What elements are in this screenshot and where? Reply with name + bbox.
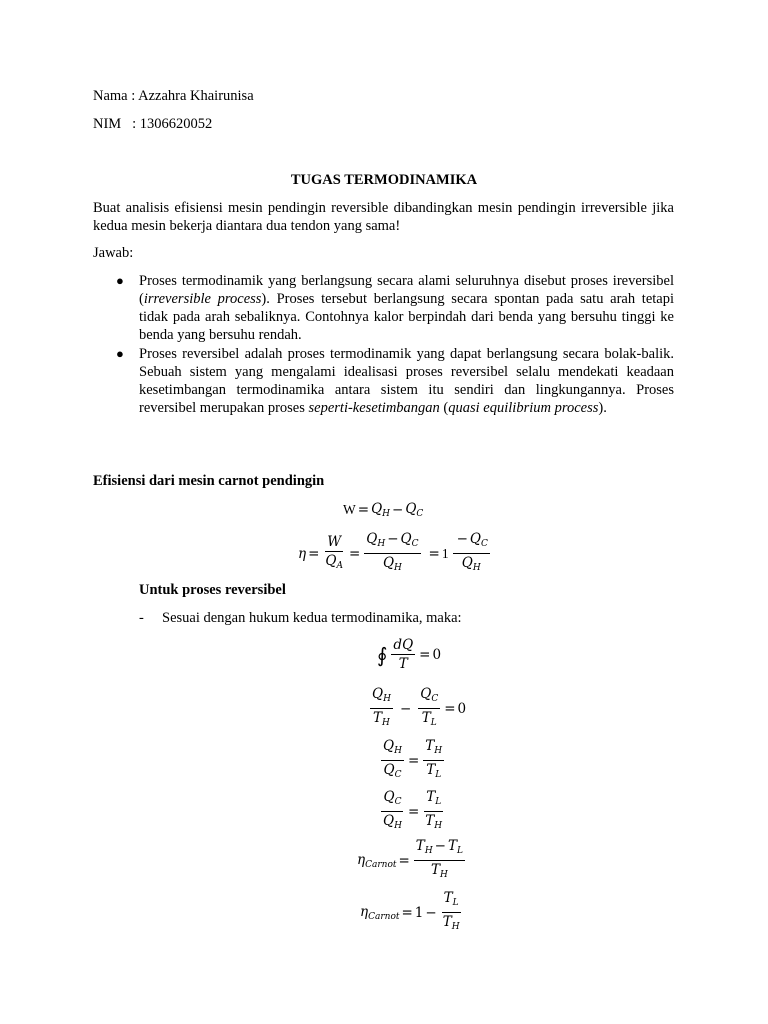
fraction: $\frac{T_H}{T_L}$: [425, 738, 443, 780]
equation-ratio-2: $\frac{Q_C}{Q_H}$ = $\frac{T_L}{T_H}$: [379, 789, 446, 834]
dash-item-text: Sesuai dengan hukum kedua termodinamika, maka:: [162, 610, 462, 626]
equation-carnot-efficiency: $\eta_{Carnot}$ = $\frac{T_H - T_L}{T_H}$: [357, 838, 467, 883]
equation-ratio-1: $\frac{Q_H}{Q_C}$ = $\frac{T_H}{T_L}$: [379, 738, 446, 783]
fraction: $\frac{T_H - T_L}{T_H}$: [415, 838, 463, 880]
fraction: $\frac{Q_C}{Q_H}$: [383, 789, 402, 831]
equation-work: W = $Q_H$ − $Q_C$: [343, 501, 424, 519]
student-name: Nama : Azzahra Khairunisa: [93, 88, 254, 104]
fraction: $\frac{T_L}{T_H}$: [442, 890, 460, 932]
bullet-list: [116, 272, 674, 418]
fraction: $\frac{Q_C}{T_L}$: [420, 686, 439, 728]
bullet-icon: ●: [116, 273, 124, 288]
fraction: $\frac{Q_H - Q_C}{Q_H}$: [366, 531, 419, 573]
fraction: $\frac{dQ}{T}$: [393, 637, 414, 672]
fraction: $\frac{Q_H}{T_H}$: [372, 686, 391, 728]
subsection-heading: Untuk proses reversibel: [139, 582, 286, 598]
question-text: Buat analisis efisiensi mesin pendingin reversible dibandingkan mesin pendingin irreversible jika kedua mesin bekerja diantara dua tendon yang sama!: [93, 200, 674, 234]
fraction: $\frac{Q_H}{Q_C}$: [383, 738, 402, 780]
bullet-item-reversible: ● Proses reversibel adalah proses termodinamik yang dapat berlangsung secara bolak-balik. Sebuah sistem yang mengalami idealisasi proses reversibel selalu mendekati keadaan kesetimbangan termodinamika antara sistem itu sendiri dan lingkungannya. Proses reversibel merupakan proses seperti-kesetimbangan (quasi equilibrium process).: [116, 346, 674, 416]
answer-label: Jawab:: [93, 245, 134, 261]
dash-marker: -: [139, 610, 144, 626]
equation-efficiency: η = $\frac{W}{Q_A}$ = $\frac{Q_H - Q_C}{Q_H}$ = 1 $\frac{- Q_C}{Q_H}$: [298, 531, 492, 576]
bullet-item-irreversible: ● Proses termodinamik yang berlangsung secara alami seluruhnya disebut proses ireversibel (irreversible process). Proses tersebut berlangsung secara spontan pada satu arah tetapi tidak pada arah sebaliknya. Contohnya kalor berpindah dari benda yang bersuhu tinggi ke benda yang bersuhu rendah.: [116, 273, 674, 343]
fraction: $\frac{T_L}{T_H}$: [425, 789, 443, 831]
fraction: $\frac{W}{Q_A}$: [325, 533, 343, 571]
fraction: $\frac{- Q_C}{Q_H}$: [453, 531, 490, 576]
equation-entropy-balance: $\frac{Q_H}{T_H}$ − $\frac{Q_C}{T_L}$ = 0: [368, 686, 466, 731]
student-nim: NIM : 1306620052: [93, 116, 213, 132]
equation-carnot-efficiency-simplified: $\eta_{Carnot}$ = 1 − $\frac{T_L}{T_H}$: [360, 890, 464, 935]
equation-clausius: ∮ $\frac{dQ}{T}$ = 0: [377, 637, 442, 672]
section-heading: Efisiensi dari mesin carnot pendingin: [93, 473, 325, 489]
bullet-icon: ●: [116, 346, 124, 361]
document-title: TUGAS TERMODINAMIKA: [290, 172, 478, 188]
